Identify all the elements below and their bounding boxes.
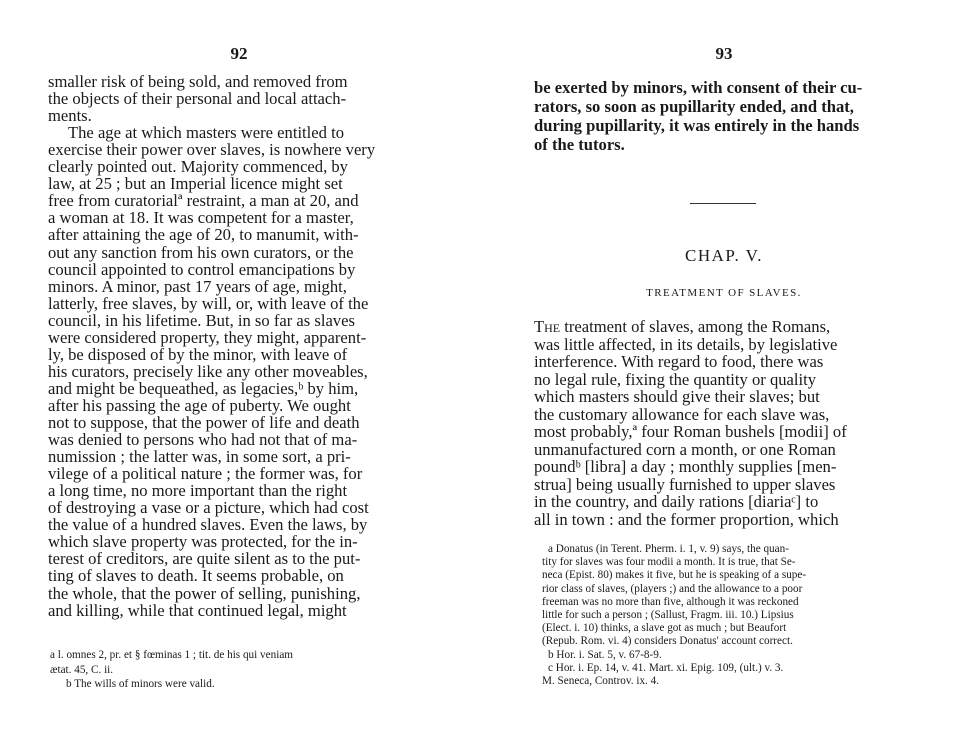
footnote-line: rior class of slaves, (players ;) and the allowance to a poor [542, 582, 803, 595]
footnote-line: tity for slaves was four modii a month. It is true, that Se- [542, 556, 796, 569]
chapter-title: CHAP. V. [685, 246, 763, 265]
footnote-line: a Donatus (in Terent. Pherm. i. 1, v. 9) says, the quan- [548, 543, 789, 555]
chapter-subtitle: TREATMENT OF SLAVES. [646, 287, 802, 299]
text-line: most probably,ª four Roman bushels [modii] of [534, 422, 847, 441]
first-line-rest: treatment of slaves, among the Romans, [560, 317, 831, 336]
footnote-line: M. Seneca, Controv. ix. 4. [542, 675, 660, 687]
text-line: in the country, and daily rations [diariaᶜ] to [534, 492, 819, 511]
drop-word: The [534, 317, 561, 336]
footnote-line: freeman was no more than five, although it was reckoned [542, 595, 799, 608]
right-page [490, 0, 980, 736]
text-line: the value of a hundred slaves. Even the laws, by [48, 515, 368, 535]
text-line: and might be bequeathed, as legacies,ᵇ by him, [48, 378, 359, 398]
text-line: interference. With regard to food, there was [534, 352, 824, 371]
section-divider [690, 203, 756, 204]
page-number: 92 [230, 44, 248, 63]
text-line: after attaining the age of 20, to manumit, with- [48, 225, 359, 245]
text-line: was little affected, in its details, by legislative [534, 334, 838, 354]
text-line: vilege of a political nature ; the former was, for [48, 464, 363, 484]
footnote-line: b Hor. i. Sat. 5, v. 67-8-9. [548, 648, 662, 661]
text-line: strua] being usually furnished to upper slaves [534, 474, 836, 494]
page-number: 93 [715, 44, 733, 63]
text-line: council, in his lifetime. But, in so far as slaves [48, 310, 355, 330]
text-line: his curators, precisely like any other moveables, [48, 361, 368, 381]
text-line: rators, so soon as pupillarity ended, and that, [534, 97, 854, 116]
text-line: the customary allowance for each slave was, [534, 404, 830, 424]
text-line: a long time, no more important than the right [48, 481, 348, 501]
text-line: terest of creditors, are quite silent as to the put- [48, 549, 361, 569]
footnote-line: ætat. 45, C. ii. [50, 663, 114, 676]
footnote-line: neca (Epist. 80) makes it five, but he is speaking of a supe- [542, 569, 807, 582]
text-line: a woman at 18. It was competent for a master, [48, 208, 354, 228]
text-line: unmanufactured corn a month, or one Roman [534, 439, 836, 459]
text-line: not to suppose, that the power of life and death [48, 413, 360, 432]
text-line: were considered property, they might, apparent- [48, 327, 367, 347]
text-line: the whole, that the power of selling, punishing, [48, 583, 361, 603]
text-line: latterly, free slaves, by will, or, with leave of the [48, 293, 369, 313]
text-line: all in town : and the former proportion, which [534, 509, 839, 529]
text-line: of destroying a vase or a picture, which had cost [48, 498, 369, 518]
text-line: be exerted by minors, with consent of their cu- [534, 78, 863, 97]
text-line: was denied to persons who had not that of ma- [48, 430, 358, 450]
text-line: ly, be disposed of by the minor, with leave of [48, 344, 348, 364]
footnote-line: c Hor. i. Ep. 14, v. 41. Mart. xi. Epig. 109, (ult.) v. 3. [548, 661, 784, 674]
text-line: exercise their power over slaves, is nowhere very [48, 140, 376, 160]
text-line: during pupillarity, it was entirely in the hands [534, 116, 860, 135]
text-line: smaller risk of being sold, and removed from [48, 72, 348, 91]
text-line: which masters should give their slaves; but [534, 387, 820, 406]
text-line: ting of slaves to death. It seems probable, on [48, 566, 344, 586]
text-line: ments. [48, 106, 92, 126]
text-line: law, at 25 ; but an Imperial licence might set [48, 174, 343, 194]
text-line: the objects of their personal and local attach- [48, 89, 347, 109]
footnote-line: a l. omnes 2, pr. et § fœminas 1 ; tit. de his qui veniam [50, 649, 293, 661]
text-line: of the tutors. [534, 135, 625, 154]
footnote-line: b The wills of minors were valid. [66, 678, 215, 690]
text-line: minors. A minor, past 17 years of age, might, [48, 276, 347, 296]
body-first-line [534, 318, 830, 335]
text-line: which slave property was protected, for the in- [48, 532, 358, 552]
text-line: free from curatorialª restraint, a man at 20, and [48, 191, 359, 211]
text-line: The age at which masters were entitled to [68, 123, 344, 143]
footnote-line: little for such a person ; (Sallust, Fragm. iii. 10.) Lipsius [542, 609, 794, 621]
text-line: council appointed to control emancipations by [48, 259, 356, 279]
text-line: out any sanction from his own curators, or the [48, 242, 354, 262]
text-line: after his passing the age of puberty. We ought [48, 395, 351, 415]
footnote-line: (Repub. Rom. vi. 4) considers Donatus' account correct. [542, 635, 793, 648]
text-line: and killing, while that continued legal, might [48, 600, 347, 620]
text-line: numission ; the latter was, in some sort, a pri- [48, 447, 351, 467]
text-line: clearly pointed out. Majority commenced, by [48, 157, 348, 177]
text-line: no legal rule, fixing the quantity or quality [534, 369, 817, 389]
footnote-line: (Elect. i. 10) thinks, a slave got as much ; but Beaufort [542, 622, 787, 635]
text-line: poundᵇ [libra] a day ; monthly supplies [men- [534, 457, 837, 476]
